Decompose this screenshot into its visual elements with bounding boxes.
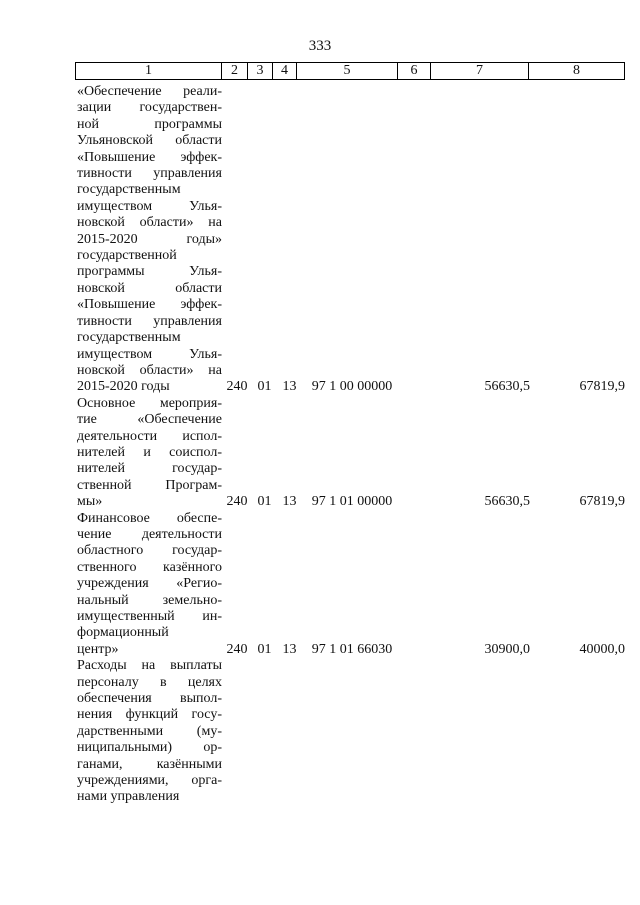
row-name-line: Финансовое обеспе-	[77, 510, 222, 526]
row-name-line: имущественный ин-	[77, 609, 222, 624]
cell-c7: 56630,5	[484, 494, 530, 510]
cell-c3: 01	[257, 379, 272, 395]
row-name-line: нителей и соиспол-	[77, 444, 222, 460]
row-name-line: нальный земельно-	[77, 592, 222, 608]
cell-c2: 240	[226, 379, 248, 395]
row-name	[77, 396, 222, 511]
cell-c4: 13	[282, 379, 297, 395]
row-name-line: тивности управления	[77, 313, 222, 329]
row-name-line: областного государ-	[77, 543, 222, 559]
column-header-1: 1	[76, 63, 222, 79]
row-name-line: ганами, казёнными	[77, 756, 222, 772]
cell-c7: 56630,5	[484, 379, 530, 395]
row-name-line: ственной Програм-	[77, 477, 222, 493]
row-name-line: программы Улья-	[77, 264, 222, 280]
row-name-line: учреждениями, орга-	[77, 773, 222, 789]
row-name	[77, 511, 222, 659]
row-name-line: 2015-2020 годы»	[77, 231, 222, 247]
row-name-line: нителей государ-	[77, 461, 222, 477]
cell-c4: 13	[282, 641, 297, 657]
row-name-line: обеспечения выпол-	[77, 691, 222, 707]
row-name-line: 2015-2020 годы	[77, 379, 170, 395]
row-name-line: Основное мероприя-	[77, 395, 222, 411]
cell-c8: 40000,0	[579, 641, 625, 657]
table-row	[77, 511, 625, 659]
row-name-line: ниципальными) ор-	[77, 740, 222, 756]
row-name-line: имуществом Улья-	[77, 198, 222, 214]
column-header-8: 8	[573, 63, 580, 78]
row-name-line: формационный	[77, 625, 169, 641]
cell-c5: 97 1 01 66030	[311, 641, 393, 657]
row-name-line: нами управления	[77, 789, 180, 805]
cell-c4: 13	[282, 494, 297, 510]
table-row	[77, 658, 625, 806]
cell-c3: 01	[257, 494, 272, 510]
row-name-line: «Повышение эффек-	[77, 149, 222, 165]
row-name-line: Расходы на выплаты	[77, 658, 222, 674]
cell-c5: 97 1 00 00000	[311, 379, 393, 395]
cell-c7: 30900,0	[484, 641, 530, 657]
row-name-line: тие «Обеспечение	[77, 412, 222, 428]
table-row	[77, 396, 625, 511]
cell-c8: 67819,9	[579, 494, 625, 510]
row-name-line: деятельности испол-	[77, 428, 222, 444]
row-name-line: центр»	[77, 641, 119, 657]
column-header-7: 7	[431, 63, 529, 79]
row-name-line: учреждения «Регио-	[77, 576, 222, 592]
row-name-line: тивности управления	[77, 166, 222, 182]
row-name-line: «Обеспечение реали-	[77, 84, 222, 99]
row-name-line: государственной	[77, 248, 177, 264]
column-header-5: 5	[297, 63, 398, 79]
row-name-line: дарственными (му-	[77, 723, 222, 739]
row-name-line: Ульяновской области	[77, 133, 222, 149]
row-name-line: «Повышение эффек-	[77, 297, 222, 313]
table-body	[77, 84, 625, 806]
row-name-line: чение деятельности	[77, 526, 222, 542]
row-name	[77, 84, 222, 396]
column-header-3: 3	[248, 63, 273, 79]
row-name-line: нения функций госу-	[77, 707, 222, 723]
page-number: 333	[308, 38, 332, 54]
row-name-line: ственного казённого	[77, 559, 222, 575]
row-name-line: новской области» на	[77, 215, 222, 231]
row-name-line: государственным	[77, 182, 181, 198]
cell-c5: 97 1 01 00000	[311, 494, 393, 510]
row-name-line: ной программы	[77, 116, 222, 132]
column-header-6: 6	[398, 63, 431, 79]
cell-c8: 67819,9	[579, 379, 625, 395]
row-name-line: имуществом Улья-	[77, 346, 222, 362]
row-name	[77, 658, 222, 806]
row-name-line: зации государствен-	[77, 100, 222, 116]
cell-c2: 240	[226, 494, 248, 510]
row-name-line: новской области	[77, 280, 222, 296]
row-name-line: государственным	[77, 330, 181, 346]
cell-c2: 240	[226, 641, 248, 657]
column-header-4: 4	[273, 63, 297, 79]
table-header	[75, 62, 625, 80]
row-name-line: мы»	[77, 494, 103, 510]
table-row	[77, 84, 625, 396]
column-header-2: 2	[222, 63, 248, 79]
row-name-line: персоналу в целях	[77, 674, 222, 690]
cell-c3: 01	[257, 641, 272, 657]
row-name-line: новской области» на	[77, 362, 222, 378]
